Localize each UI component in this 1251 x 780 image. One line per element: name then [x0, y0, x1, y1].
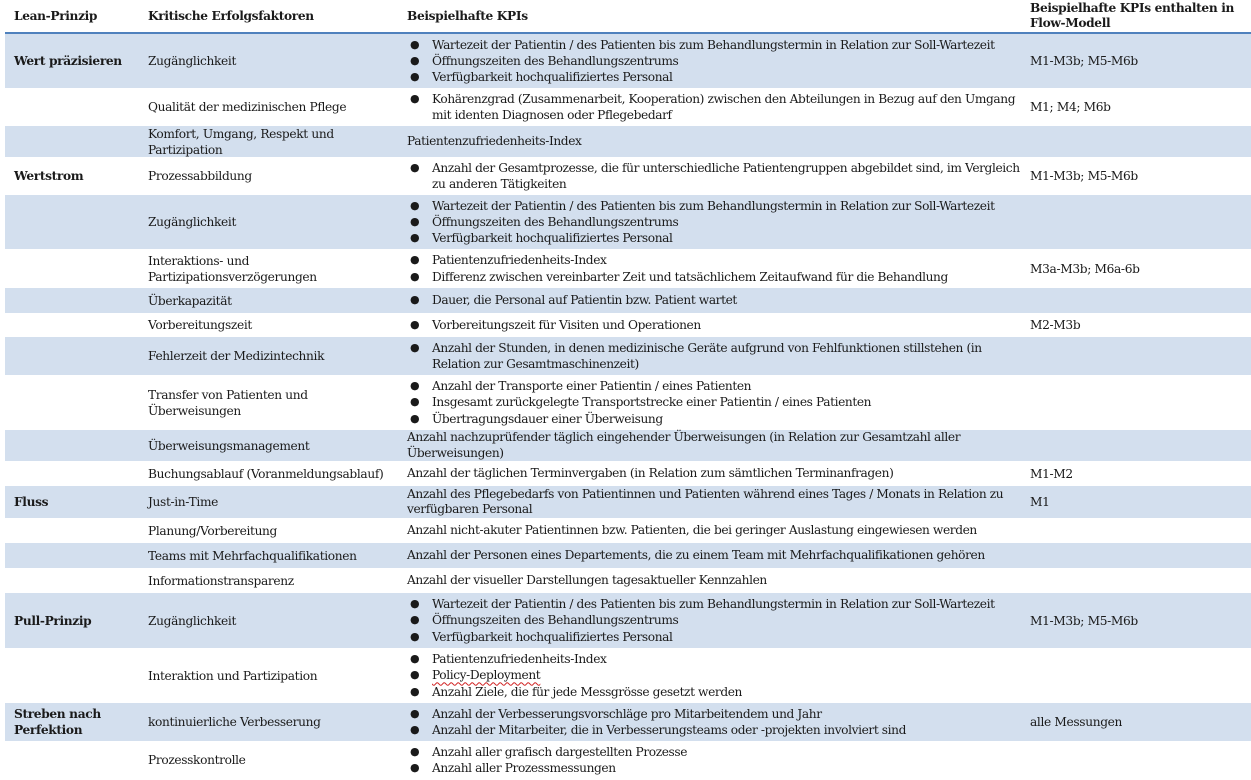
kpi-item — [407, 667, 1027, 683]
kpi-text: Wartezeit der Patientin / des Patienten bis zum Behandlungstermin in Relation zur Soll-Wartezeit — [432, 597, 995, 612]
kpi-text: Patientenzufriedenheits-Index — [407, 133, 582, 148]
flow-model-cell — [1030, 337, 1250, 375]
kpi-cell — [407, 126, 1027, 157]
success-factor: Fehlerzeit der Medizintechnik — [148, 349, 325, 363]
table-row — [5, 593, 1251, 648]
kpi-text: Anzahl nicht-akuter Patientinnen bzw. Patienten, die bei geringer Auslastung eingewiesen werden — [407, 522, 977, 537]
bullet-icon: ● — [410, 231, 420, 245]
success-factor-cell — [148, 741, 403, 779]
table-row — [5, 375, 1251, 430]
kpi-text: Anzahl Ziele, die für jede Messgrösse gesetzt werden — [432, 684, 742, 699]
kpi-item — [407, 651, 1027, 667]
success-factor-cell — [148, 518, 403, 543]
table-row — [5, 249, 1251, 288]
kpi-text: Öffnungszeiten des Behandlungszentrums — [432, 53, 679, 68]
kpi-list — [407, 198, 1027, 247]
kpi-text: Anzahl der Gesamtprozesse, die für unterschiedliche Patientengruppen abgebildet sind, im Vergleich zu anderen Tätigkeiten — [432, 160, 1020, 191]
kpi-item — [407, 269, 1027, 285]
kpi-item — [407, 292, 1027, 308]
table-row — [5, 313, 1251, 337]
kpi-list — [407, 651, 1027, 700]
kpi-text: Anzahl aller Prozessmessungen — [432, 761, 616, 775]
header-label: Beispielhafte KPIs enthalten in Flow-Modell — [1030, 1, 1235, 30]
flow-model-cell — [1030, 461, 1250, 486]
kpi-item — [407, 629, 1027, 645]
kpi-item — [407, 612, 1027, 628]
kpi-cell — [407, 518, 1027, 543]
flow-model-kpis: M1-M2 — [1030, 466, 1073, 481]
lean-principle-cell — [14, 568, 144, 593]
success-factor-cell — [148, 461, 403, 486]
success-factor: Interaktion und Partizipation — [148, 668, 318, 683]
bullet-icon: ● — [410, 597, 420, 611]
kpi-cell — [407, 703, 1027, 741]
flow-model-kpis: M3a-M3b; M6a-6b — [1030, 261, 1140, 276]
success-factor-cell — [148, 703, 403, 741]
success-factor-cell — [148, 195, 403, 249]
flow-model-cell — [1030, 703, 1250, 741]
success-factor: Interaktions- und Partizipationsverzögerungen — [148, 253, 317, 284]
success-factor-cell — [148, 249, 403, 288]
success-factor: Zugänglichkeit — [148, 54, 237, 68]
table-row — [5, 195, 1251, 249]
flow-model-cell — [1030, 741, 1250, 779]
kpi-text: Wartezeit der Patientin / des Patienten bis zum Behandlungstermin in Relation zur Soll-Wartezeit — [432, 198, 995, 213]
lean-principle-cell — [14, 741, 144, 779]
lean-principle-cell — [14, 34, 144, 88]
success-factor: Vorbereitungszeit — [148, 318, 252, 332]
lean-principle-cell — [14, 461, 144, 486]
success-factor-cell — [148, 337, 403, 375]
lean-principle-cell — [14, 543, 144, 568]
flow-model-cell — [1030, 430, 1250, 461]
kpi-text: Anzahl nachzuprüfender täglich eingehender Überweisungen (in Relation zur Gesamtzahl aller Überweisungen) — [407, 430, 961, 460]
kpi-item — [407, 160, 1027, 193]
kpi-text: Insgesamt zurückgelegte Transportstrecke einer Patientin / eines Patienten — [432, 395, 872, 410]
lean-principle: Pull-Prinzip — [14, 613, 92, 628]
success-factor: Transfer von Patienten und Überweisungen — [148, 387, 308, 418]
kpi-cell — [407, 543, 1027, 568]
bullet-icon: ● — [410, 744, 420, 758]
flow-model-kpis: M2-M3b — [1030, 318, 1081, 332]
kpi-text: Anzahl der visueller Darstellungen tagesaktueller Kennzahlen — [407, 572, 767, 587]
lean-principle: Fluss — [14, 495, 49, 509]
kpi-item — [407, 214, 1027, 230]
flow-model-cell — [1030, 375, 1250, 430]
kpi-text: Verfügbarkeit hochqualifiziertes Personal — [432, 70, 673, 85]
kpi-text: Differenz zwischen vereinbarter Zeit und tatsächlichem Zeitaufwand für die Behandlung — [432, 269, 948, 284]
kpi-cell — [407, 34, 1027, 88]
lean-kpi-table — [5, 0, 1251, 779]
bullet-icon: ● — [410, 269, 420, 283]
lean-principle-cell — [14, 157, 144, 195]
bullet-icon: ● — [410, 411, 420, 425]
kpi-text: Verfügbarkeit hochqualifiziertes Personal — [432, 629, 673, 644]
bullet-icon: ● — [410, 160, 420, 174]
bullet-icon: ● — [410, 761, 420, 774]
table-row — [5, 157, 1251, 195]
flow-model-kpis: M1-M3b; M5-M6b — [1030, 54, 1138, 68]
success-factor-cell — [148, 126, 403, 157]
kpi-item — [407, 411, 1027, 427]
flow-model-cell — [1030, 126, 1250, 157]
bullet-icon: ● — [410, 53, 420, 67]
bullet-icon: ● — [410, 198, 420, 212]
success-factor: Überweisungsmanagement — [148, 438, 310, 453]
header-erfolgsfaktoren — [148, 0, 403, 32]
flow-model-cell — [1030, 157, 1250, 195]
flow-model-cell — [1030, 593, 1250, 648]
kpi-item — [407, 252, 1027, 268]
success-factor-cell — [148, 543, 403, 568]
bullet-icon: ● — [410, 293, 420, 307]
success-factor-cell — [148, 288, 403, 313]
kpi-list — [407, 317, 1027, 333]
kpi-text: Patientenzufriedenheits-Index — [432, 652, 607, 667]
lean-principle-cell — [14, 486, 144, 518]
kpi-cell — [407, 486, 1027, 518]
flow-model-cell — [1030, 568, 1250, 593]
kpi-text: Öffnungszeiten des Behandlungszentrums — [432, 214, 679, 229]
kpi-text: Policy-Deployment — [432, 668, 541, 683]
kpi-item — [407, 69, 1027, 85]
kpi-item — [407, 684, 1027, 700]
kpi-cell — [407, 337, 1027, 375]
kpi-text: Kohärenzgrad (Zusammenarbeit, Kooperation) zwischen den Abteilungen in Bezug auf den Umgang mit identen Diagnosen oder Pflegebedarf — [432, 91, 1016, 122]
kpi-list — [407, 91, 1027, 124]
kpi-text: Wartezeit der Patientin / des Patienten bis zum Behandlungstermin in Relation zur Soll-Wartezeit — [432, 37, 995, 52]
kpi-list — [407, 744, 1027, 777]
table-row — [5, 430, 1251, 461]
bullet-icon: ● — [410, 91, 420, 105]
bullet-icon: ● — [410, 340, 420, 354]
kpi-cell — [407, 741, 1027, 779]
table-row — [5, 126, 1251, 157]
table-header — [5, 0, 1251, 34]
flow-model-cell — [1030, 648, 1250, 703]
header-label: Beispielhafte KPIs — [407, 9, 528, 23]
kpi-cell — [407, 648, 1027, 703]
kpi-item — [407, 394, 1027, 410]
kpi-item — [407, 706, 1027, 722]
kpi-text: Patientenzufriedenheits-Index — [432, 253, 607, 268]
lean-principle-cell — [14, 375, 144, 430]
success-factor: Prozesskontrolle — [148, 753, 246, 767]
kpi-list — [407, 706, 1027, 739]
kpi-list — [407, 160, 1027, 193]
lean-principle-cell — [14, 88, 144, 126]
kpi-item — [407, 340, 1027, 373]
kpi-cell — [407, 88, 1027, 126]
header-lean-prinzip — [14, 0, 144, 32]
table-row — [5, 568, 1251, 593]
lean-principle: Streben nach Perfektion — [14, 707, 101, 737]
kpi-list — [407, 292, 1027, 308]
kpi-cell — [407, 375, 1027, 430]
flow-model-cell — [1030, 249, 1250, 288]
kpi-text: Anzahl der Mitarbeiter, die in Verbesserungsteams oder -projekten involviert sind — [432, 723, 907, 737]
table-row — [5, 518, 1251, 543]
lean-principle: Wertstrom — [14, 169, 84, 183]
flow-model-cell — [1030, 288, 1250, 313]
kpi-text: Anzahl der Stunden, in denen medizinische Geräte aufgrund von Fehlfunktionen stillstehen (in Relation zur Gesamtmaschinenzeit) — [432, 340, 982, 371]
kpi-text: Anzahl der Transporte einer Patientin / eines Patienten — [432, 379, 752, 394]
header-flow-modell — [1030, 0, 1250, 32]
success-factor-cell — [148, 88, 403, 126]
table-row — [5, 461, 1251, 486]
table-row — [5, 337, 1251, 375]
lean-principle-cell — [14, 518, 144, 543]
header-label: Lean-Prinzip — [14, 9, 98, 23]
lean-principle-cell — [14, 430, 144, 461]
flow-model-kpis: alle Messungen — [1030, 715, 1123, 729]
kpi-cell — [407, 313, 1027, 337]
kpi-item — [407, 722, 1027, 738]
kpi-text: Vorbereitungszeit für Visiten und Operationen — [432, 317, 701, 332]
success-factor: Überkapazität — [148, 293, 232, 308]
kpi-text: Übertragungsdauer einer Überweisung — [432, 411, 663, 426]
lean-principle-cell — [14, 313, 144, 337]
kpi-text: Anzahl des Pflegebedarfs von Patientinnen und Patienten während eines Tages / Monats in Relation zu verfügbaren Personal — [407, 486, 1004, 516]
lean-principle-cell — [14, 288, 144, 313]
table-row — [5, 543, 1251, 568]
success-factor: Just-in-Time — [148, 495, 219, 509]
success-factor: Prozessabbildung — [148, 169, 252, 183]
lean-principle-cell — [14, 126, 144, 157]
kpi-cell — [407, 568, 1027, 593]
kpi-cell — [407, 430, 1027, 461]
header-label: Kritische Erfolgsfaktoren — [148, 9, 314, 23]
bullet-icon: ● — [410, 613, 420, 627]
kpi-item — [407, 744, 1027, 760]
bullet-icon: ● — [410, 37, 420, 51]
bullet-icon: ● — [410, 379, 420, 393]
lean-principle-cell — [14, 593, 144, 648]
flow-model-cell — [1030, 486, 1250, 518]
success-factor-cell — [148, 34, 403, 88]
kpi-list — [407, 596, 1027, 645]
kpi-item — [407, 230, 1027, 246]
success-factor: Planung/Vorbereitung — [148, 523, 278, 538]
kpi-item — [407, 760, 1027, 776]
kpi-cell — [407, 461, 1027, 486]
table-row — [5, 703, 1251, 741]
success-factor: Zugänglichkeit — [148, 613, 237, 628]
table-row — [5, 34, 1251, 88]
kpi-item — [407, 198, 1027, 214]
kpi-item — [407, 53, 1027, 69]
kpi-text: Anzahl der Verbesserungsvorschläge pro Mitarbeitendem und Jahr — [432, 706, 822, 721]
flow-model-kpis: M1 — [1030, 495, 1050, 509]
kpi-text: Anzahl aller grafisch dargestellten Prozesse — [432, 744, 688, 759]
success-factor-cell — [148, 486, 403, 518]
kpi-text: Dauer, die Personal auf Patientin bzw. Patient wartet — [432, 293, 737, 308]
bullet-icon: ● — [410, 70, 420, 84]
bullet-icon: ● — [410, 629, 420, 643]
kpi-cell — [407, 288, 1027, 313]
bullet-icon: ● — [410, 395, 420, 409]
table-row — [5, 648, 1251, 703]
kpi-item — [407, 91, 1027, 124]
flow-model-cell — [1030, 34, 1250, 88]
kpi-text: Anzahl der Personen eines Departements, die zu einem Team mit Mehrfachqualifikationen gehören — [407, 547, 985, 562]
flow-model-cell — [1030, 313, 1250, 337]
bullet-icon: ● — [410, 214, 420, 228]
flow-model-kpis: M1-M3b; M5-M6b — [1030, 613, 1138, 628]
flow-model-kpis: M1; M4; M6b — [1030, 100, 1111, 114]
success-factor-cell — [148, 313, 403, 337]
kpi-list — [407, 378, 1027, 427]
success-factor: Qualität der medizinischen Pflege — [148, 100, 347, 114]
success-factor: Buchungsablauf (Voranmeldungsablauf) — [148, 466, 384, 481]
bullet-icon: ● — [410, 706, 420, 720]
lean-principle-cell — [14, 249, 144, 288]
flow-model-cell — [1030, 543, 1250, 568]
success-factor-cell — [148, 157, 403, 195]
success-factor: Komfort, Umgang, Respekt und Partizipation — [148, 126, 334, 157]
flow-model-cell — [1030, 88, 1250, 126]
bullet-icon: ● — [410, 317, 420, 331]
kpi-cell — [407, 249, 1027, 288]
lean-principle-cell — [14, 195, 144, 249]
bullet-icon: ● — [410, 668, 420, 682]
lean-principle-cell — [14, 703, 144, 741]
flow-model-cell — [1030, 195, 1250, 249]
lean-principle-cell — [14, 648, 144, 703]
kpi-item — [407, 378, 1027, 394]
success-factor: Zugänglichkeit — [148, 215, 237, 229]
table-row — [5, 486, 1251, 518]
success-factor-cell — [148, 593, 403, 648]
bullet-icon: ● — [410, 253, 420, 267]
success-factor: Teams mit Mehrfachqualifikationen — [148, 548, 357, 563]
kpi-item — [407, 37, 1027, 53]
flow-model-cell — [1030, 518, 1250, 543]
kpi-list — [407, 37, 1027, 86]
header-kpis — [407, 0, 1027, 32]
kpi-cell — [407, 157, 1027, 195]
bullet-icon: ● — [410, 652, 420, 666]
table-row — [5, 288, 1251, 313]
kpi-list — [407, 252, 1027, 285]
kpi-cell — [407, 195, 1027, 249]
kpi-text: Anzahl der täglichen Terminvergaben (in Relation zum sämtlichen Terminanfragen) — [407, 465, 894, 480]
success-factor-cell — [148, 648, 403, 703]
kpi-text: Öffnungszeiten des Behandlungszentrums — [432, 613, 679, 628]
table-body — [5, 34, 1251, 779]
table-row — [5, 88, 1251, 126]
success-factor: Informationstransparenz — [148, 573, 294, 588]
flow-model-kpis: M1-M3b; M5-M6b — [1030, 169, 1138, 183]
kpi-cell — [407, 593, 1027, 648]
success-factor-cell — [148, 430, 403, 461]
kpi-list — [407, 340, 1027, 373]
success-factor: kontinuierliche Verbesserung — [148, 715, 321, 729]
lean-principle: Wert präzisieren — [14, 54, 122, 68]
bullet-icon: ● — [410, 684, 420, 698]
kpi-item — [407, 317, 1027, 333]
table-row — [5, 741, 1251, 779]
success-factor-cell — [148, 375, 403, 430]
bullet-icon: ● — [410, 723, 420, 736]
kpi-text: Verfügbarkeit hochqualifiziertes Personal — [432, 231, 673, 246]
kpi-item — [407, 596, 1027, 612]
lean-principle-cell — [14, 337, 144, 375]
success-factor-cell — [148, 568, 403, 593]
